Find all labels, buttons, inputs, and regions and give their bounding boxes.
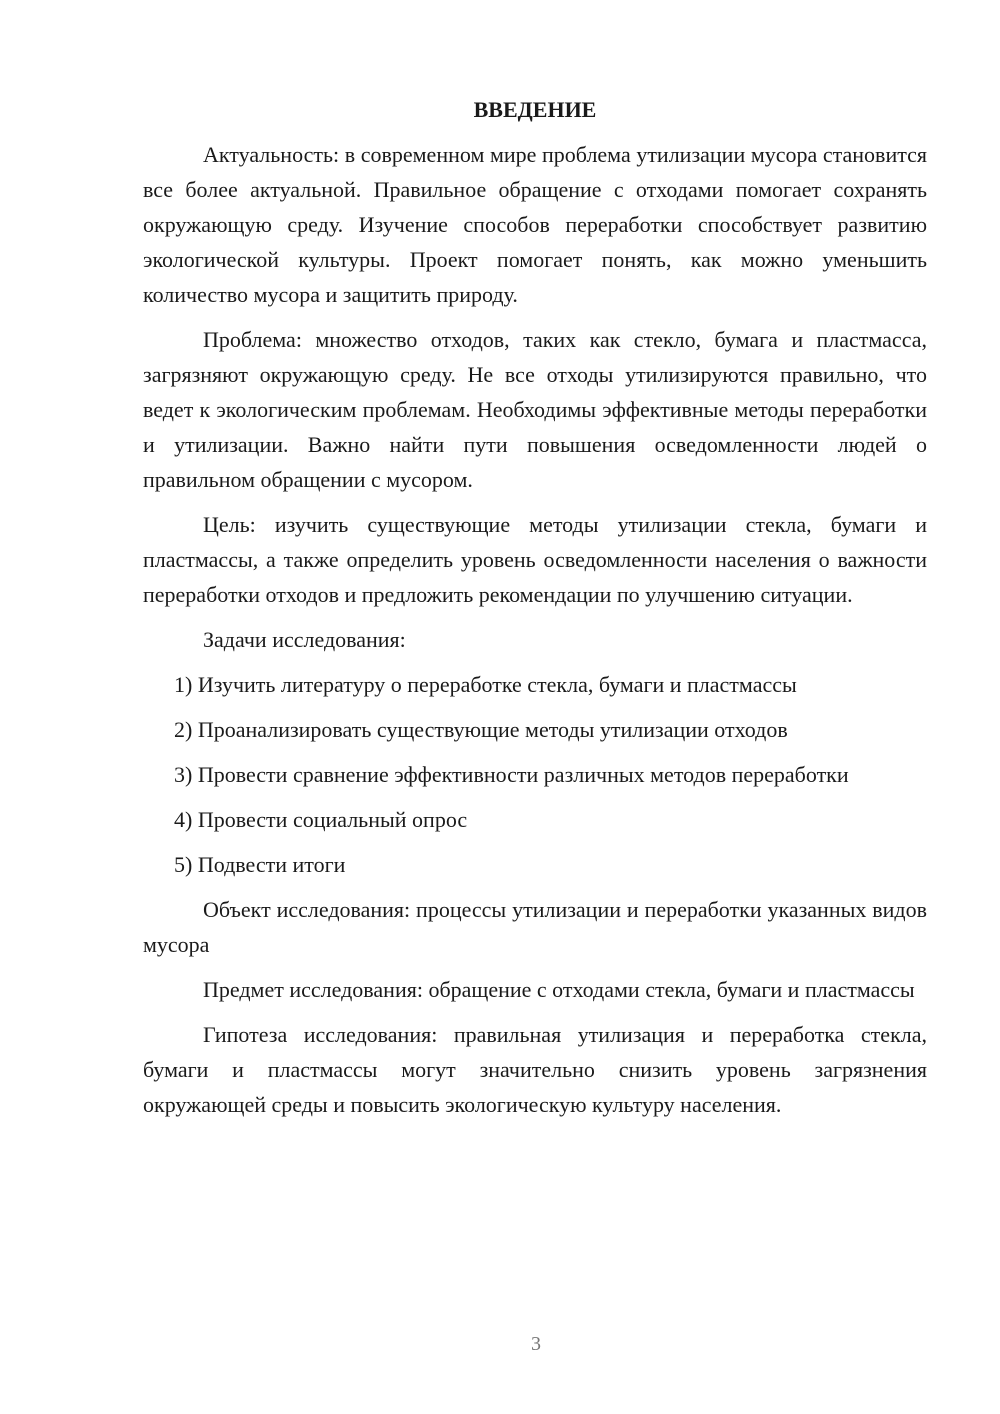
task-item-3: 3) Провести сравнение эффективности различных методов переработки — [174, 762, 849, 787]
tasks-heading: Задачи исследования: — [203, 627, 406, 652]
goal-paragraph: Цель: изучить существующие методы утилизации стекла, бумаги и пластмассы, а также определить уровень осведомленности населения о важности переработки отходов и предложить рекомендации по улучшению ситуации. — [143, 512, 927, 607]
task-item-1: 1) Изучить литературу о переработке стекла, бумаги и пластмассы — [174, 672, 797, 697]
page-number: 3 — [531, 1333, 541, 1355]
document-body — [143, 92, 927, 1132]
object-paragraph: Объект исследования: процессы утилизации и переработки указанных видов мусора — [143, 897, 927, 957]
task-item-4: 4) Провести социальный опрос — [174, 807, 468, 832]
relevance-paragraph: Актуальность: в современном мире проблема утилизации мусора становится все более актуальной. Правильное обращение с отходами помогает сохранять окружающую среду. Изучение способов переработки способствует развитию экологической культуры. Проект помогает понять, как можно уменьшить количество мусора и защитить природу. — [143, 142, 927, 307]
problem-paragraph: Проблема: множество отходов, таких как стекло, бумага и пластмасса, загрязняют окружающую среду. Не все отходы утилизируются правильно, что ведет к экологическим проблемам. Необходимы эффективные методы переработки и утилизации. Важно найти пути повышения осведомленности людей о правильном обращении с мусором. — [143, 327, 927, 492]
task-item-2: 2) Проанализировать существующие методы утилизации отходов — [174, 717, 788, 742]
subject-paragraph: Предмет исследования: обращение с отходами стекла, бумаги и пластмассы — [203, 977, 915, 1002]
hypothesis-paragraph: Гипотеза исследования: правильная утилизация и переработка стекла, бумаги и пластмассы могут значительно снизить уровень загрязнения окружающей среды и повысить экологическую культуру населения. — [143, 1022, 927, 1117]
task-item-5: 5) Подвести итоги — [174, 852, 346, 877]
section-title: ВВЕДЕНИЕ — [473, 97, 597, 122]
